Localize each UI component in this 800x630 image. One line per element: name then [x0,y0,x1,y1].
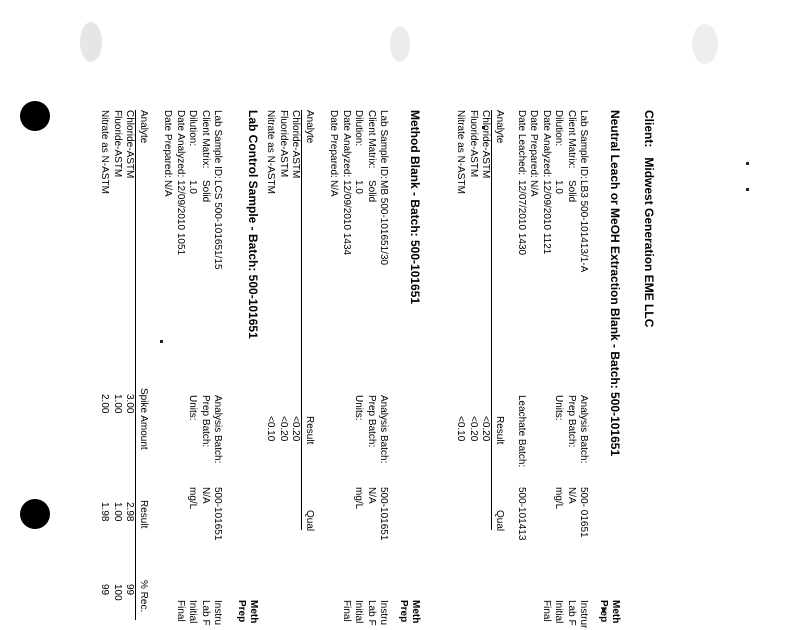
section1-header-qual: Qual [494,510,505,532]
rotated-report-page [95,110,655,630]
table-row: Nitrate as N-ASTM [99,110,111,194]
section2-header-qual: Qual [304,510,315,532]
table-row: Chloride-ASTM [480,110,491,179]
scan-speck [746,188,749,191]
section3-right-header: Meth Prep [235,600,259,624]
table-row: Fluoride-ASTM [467,110,479,178]
table-row: Fluoride-ASTM [277,110,289,178]
section1-info-left: Lab Sample ID:LB3 500-101413/1-A Client Matrix:Solid Dilution:1.0 Date Analyzed:12/09/2010 1121 Date Prepared:N/A Date Leached:12/07/2010 1430 [516,110,589,273]
section3-title: Lab Control Sample - Batch: 500-101651 [246,110,260,339]
punch-hole [20,499,50,529]
section2-info-left: Lab Sample ID:MB 500-101651/30 Client Matrix:Solid Dilution:1.0 Date Analyzed:12/09/2010 1434 Date Prepared:N/A [328,110,389,266]
section3-header-result: Result [138,500,149,529]
client-line: Client: Midwest Generation EME LLC [642,110,656,328]
punch-hole [20,101,50,131]
section2-analyte-column [264,110,301,194]
section1-right-header: Meth Prep [597,600,621,624]
section3-header-rule [135,110,136,620]
section3-header-spike: Spike Amount [138,388,149,450]
section2-title: Method Blank - Batch: 500-101651 [408,110,422,305]
section2-header-result: Result [304,416,315,445]
section3-info-mid: Analysis Batch:500-101651 Prep Batch:N/A Units:mg/L [187,395,223,541]
section3-result-column: 2.98 1.00 1.98 [99,502,135,522]
scan-speck [746,162,749,165]
section1-title: Neutral Leach or MeOH Extraction Blank - Batch: 500-101651 [608,110,622,457]
table-row: Fluoride-ASTM [111,110,123,178]
section3-spike-column: 3.00 1.00 2.00 [99,394,135,414]
section1-header-rule [491,110,492,530]
section1-info-mid: Analysis Batch:500- 01651 Prep Batch:N/A Units:mg/L Leachate Batch:500-101413 [516,395,589,541]
section2-info-right: Instru Lab F Initial Final [340,600,389,626]
table-row: Nitrate as N-ASTM [265,110,277,194]
client-name: Midwest Generation EME LLC [642,157,656,328]
section1-info-right: Instrur Lab F Initial Final [540,600,589,629]
section2-result-column: <0.20 <0.20 <0.10 [265,416,301,442]
section1-header-result: Result [494,416,505,445]
section2-header-analyte: Analyte [304,110,315,144]
table-row: Chloride-ASTM [290,110,301,179]
section3-info-left: Lab Sample ID:LCS 500-101651/15 Client Matrix:Solid Dilution:1.0 Date Analyzed:12/09/2010 1051 Date Prepared:N/A [162,110,223,270]
section3-header-analyte: Analyte [138,110,149,144]
table-row: Chloride-ASTM [124,110,135,179]
table-row: Nitrate as N-ASTM [455,110,467,194]
scan-smudge [80,22,102,62]
scan-smudge [390,26,410,62]
section2-right-header: Meth Prep [397,600,421,624]
section3-info-right: Instru Lab F Initial Final [174,600,223,626]
section2-info-mid: Analysis Batch:500-101651 Prep Batch:N/A Units:mg/L [353,395,389,541]
section3-analyte-column [98,110,135,194]
section1-header-analyte: Analyte [494,110,505,144]
section3-header-rec: % Rec. [138,580,149,613]
section1-result-column: <0.20 <0.20 <0.10 [455,416,491,442]
section2-header-rule [301,110,302,530]
section3-rec-column: 99 100 99 [99,584,135,601]
section1-analyte-column [454,110,491,194]
scan-smudge [692,24,718,64]
